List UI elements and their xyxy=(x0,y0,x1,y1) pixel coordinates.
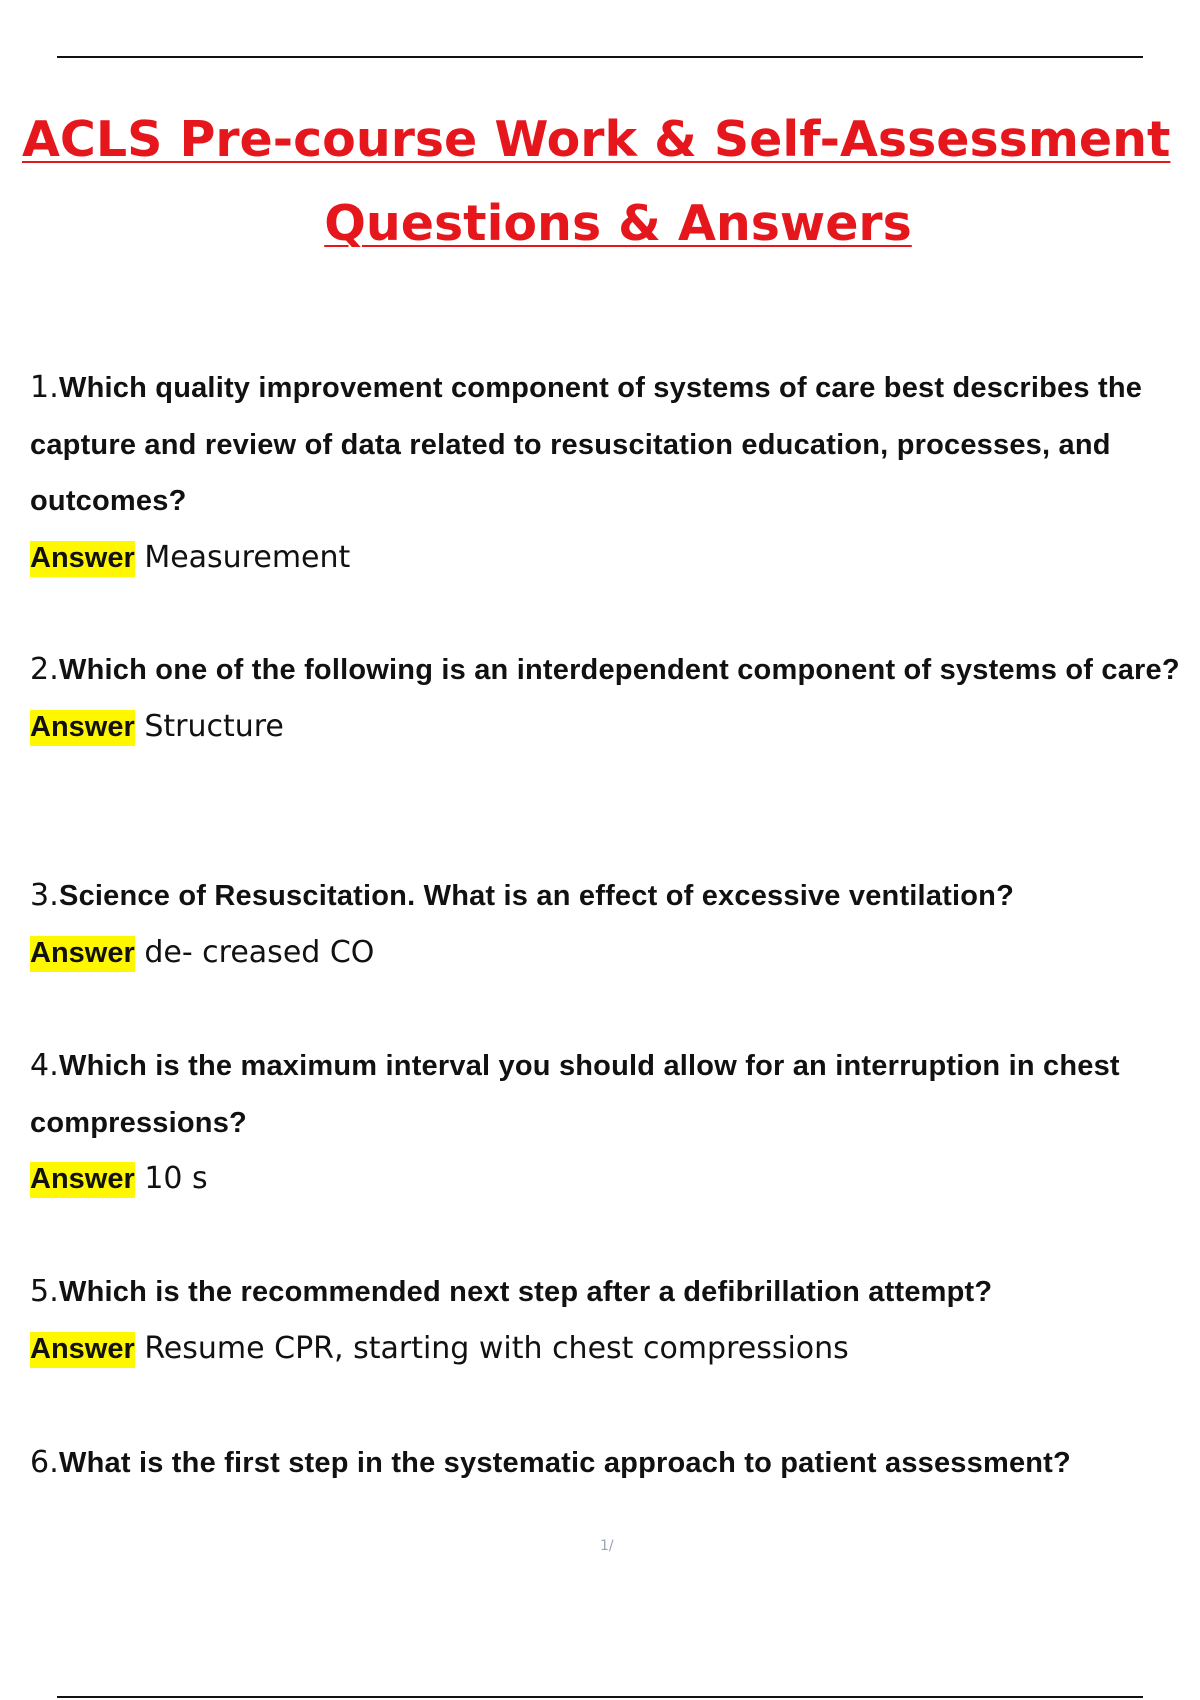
answer-label: Answer xyxy=(30,1162,135,1198)
answer-line-1 xyxy=(30,530,1200,587)
question-text: Which is the maximum interval you should allow for an interruption in chest compressions? xyxy=(30,1050,1120,1139)
question-text: Science of Resuscitation. What is an effect of excessive ventilation? xyxy=(59,880,1014,912)
answer-text: 10 s xyxy=(144,1161,208,1196)
question-6 xyxy=(30,1435,1200,1492)
question-number: 1. xyxy=(30,370,60,405)
qa-item-2 xyxy=(30,642,1200,755)
question-text: What is the first step in the systematic approach to patient assessment? xyxy=(59,1447,1071,1479)
answer-label: Answer xyxy=(30,1332,135,1368)
question-number: 3. xyxy=(30,878,60,913)
qa-item-4 xyxy=(30,1038,1200,1208)
question-number: 6. xyxy=(30,1445,60,1480)
question-1 xyxy=(30,360,1200,530)
question-text: Which one of the following is an interdependent component of systems of care? xyxy=(59,654,1180,686)
question-number: 5. xyxy=(30,1274,60,1309)
qa-item-3 xyxy=(30,868,1200,981)
answer-line-4 xyxy=(30,1151,1200,1208)
answer-label: Answer xyxy=(30,541,135,577)
bottom-rule xyxy=(57,1696,1143,1698)
question-5 xyxy=(30,1264,1200,1321)
answer-label: Answer xyxy=(30,710,135,746)
question-4 xyxy=(30,1038,1200,1151)
answer-label: Answer xyxy=(30,936,135,972)
qa-item-1 xyxy=(30,360,1200,586)
answer-text: Resume CPR, starting with chest compressions xyxy=(144,1330,849,1366)
question-number: 4. xyxy=(30,1048,60,1083)
answer-line-5 xyxy=(30,1321,1200,1378)
answer-text: de- creased CO xyxy=(144,934,375,970)
question-text: Which is the recommended next step after a defibrillation attempt? xyxy=(59,1276,993,1308)
question-number: 2. xyxy=(30,652,60,687)
document-title-line1: ACLS Pre-course Work & Self-Assessment xyxy=(22,111,1171,168)
document-title-line2: Questions & Answers xyxy=(324,195,912,252)
qa-item-6 xyxy=(30,1435,1200,1492)
answer-text: Measurement xyxy=(144,539,351,575)
page-number: 1/ xyxy=(600,1538,614,1554)
answer-line-3 xyxy=(30,925,1200,982)
top-rule xyxy=(57,56,1143,58)
question-text: Which quality improvement component of systems of care best describes the capture and review of data related to resuscitation education, processes, and outcomes? xyxy=(30,372,1143,517)
question-2 xyxy=(30,642,1200,699)
answer-text: Structure xyxy=(144,708,284,744)
question-3 xyxy=(30,868,1200,925)
qa-item-5 xyxy=(30,1264,1200,1377)
answer-line-2 xyxy=(30,699,1200,756)
